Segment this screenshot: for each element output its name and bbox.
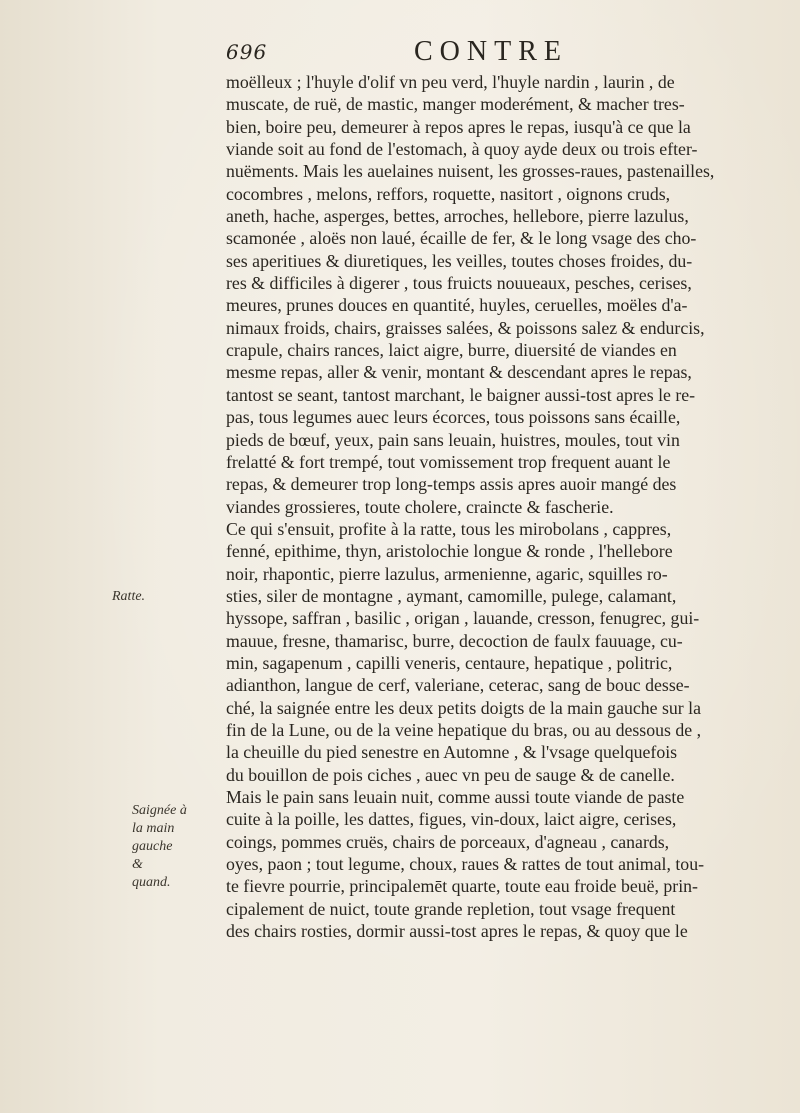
text-line: viandes grossieres, toute cholere, craincte & fascherie. <box>226 496 614 517</box>
text-line: sties, siler de montagne , aymant, camomille, pulege, calamant, <box>226 585 677 606</box>
margin-note-line: la main <box>132 821 175 836</box>
margin-note-line: gauche <box>132 839 173 854</box>
text-line: fin de la Lune, ou de la veine hepatique du bras, ou au dessous de , <box>226 719 702 740</box>
page-number: 696 <box>226 40 268 64</box>
margin-note-line: Saignée à <box>132 803 187 818</box>
text-line: frelatté & fort trempé, tout vomissement trop frequent auant le <box>226 451 671 472</box>
text-line: pieds de bœuf, yeux, pain sans leuain, huistres, moules, tout vin <box>226 429 680 450</box>
text-line: Mais le pain sans leuain nuit, comme aussi toute viande de paste <box>226 787 685 807</box>
margin-note-line: quand. <box>132 875 171 890</box>
text-line: scamonée , aloës non laué, écaille de fer, & le long vsage des cho- <box>226 228 697 249</box>
text-line: mesme repas, aller & venir, montant & descendant apres le repas, <box>226 362 692 383</box>
text-line: bien, boire peu, demeurer à repos apres le repas, iusqu'à ce que la <box>226 116 691 137</box>
running-head: CONTRE <box>414 36 568 67</box>
text-line: repas, & demeurer trop long-temps assis apres auoir mangé des <box>226 474 677 495</box>
text-line: pas, tous legumes auec leurs écorces, tous poissons sans écaille, <box>226 407 681 428</box>
text-line: adianthon, langue de cerf, valeriane, ceterac, sang de bouc desse- <box>226 675 690 696</box>
text-line: nimaux froids, chairs, graisses salées, & poissons salez & endurcis, <box>226 317 705 338</box>
text-line: mauue, fresne, thamarisc, burre, decoction de faulx fauuage, cu- <box>226 630 683 651</box>
text-line: min, sagapenum , capilli veneris, centaure, hepatique , politric, <box>226 652 673 673</box>
text-line: hyssope, saffran , basilic , origan , lauande, cresson, fenugrec, gui- <box>226 608 700 629</box>
text-line: fenné, epithime, thyn, aristolochie longue & ronde , l'hellebore <box>226 541 673 562</box>
text-line: noir, rhapontic, pierre lazulus, armenienne, agaric, squilles ro- <box>226 563 668 584</box>
text-line: oyes, paon ; tout legume, choux, raues & rattes de tout animal, tou- <box>226 854 705 875</box>
text-line: nuëments. Mais les auelaines nuisent, les grosses-raues, pastenailles, <box>226 161 715 182</box>
text-line: la cheuille du pied senestre en Automne , & l'vsage quelquefois <box>226 742 678 763</box>
text-line: crapule, chairs rances, laict aigre, burre, diuersité de viandes en <box>226 340 677 361</box>
text-line: muscate, de ruë, de mastic, manger moderément, & macher tres- <box>226 94 685 115</box>
text-line: res & difficiles à digerer , tous fruicts nouueaux, pesches, cerises, <box>226 273 692 294</box>
margin-note-saignee <box>132 802 212 892</box>
text-line: Ce qui s'ensuit, profite à la ratte, tous les mirobolans , cappres, <box>226 518 672 539</box>
text-line: des chairs rosties, dormir aussi-tost apres le repas, & quoy que le <box>226 921 688 942</box>
page-header <box>226 36 746 70</box>
margin-note-line: & <box>132 857 143 872</box>
text-line: te fievre pourrie, principalemēt quarte, toute eau froide beuë, prin- <box>226 876 698 897</box>
text-line: aneth, hache, asperges, bettes, arroches, hellebore, pierre lazulus, <box>226 206 689 227</box>
text-line: ché, la saignée entre les deux petits doigts de la main gauche sur la <box>226 697 701 718</box>
body-text <box>226 71 772 942</box>
text-line: cocombres , melons, reffors, roquette, nasitort , oignons cruds, <box>226 183 671 204</box>
margin-note-ratte: Ratte. <box>112 589 146 604</box>
text-line: cuite à la poille, les dattes, figues, vin-doux, laict aigre, cerises, <box>226 809 677 830</box>
text-line: coings, pommes cruës, chairs de porceaux, d'agneau , canards, <box>226 831 670 852</box>
text-line: moëlleux ; l'huyle d'olif vn peu verd, l'huyle nardin , laurin , de <box>226 72 675 92</box>
text-line: viande soit au fond de l'estomach, à quoy ayde deux ou trois efter- <box>226 139 698 160</box>
text-line: du bouillon de pois ciches , auec vn peu de sauge & de canelle. <box>226 764 675 785</box>
text-line: tantost se seant, tantost marchant, le baigner aussi-tost apres le re- <box>226 384 696 405</box>
text-line: ses aperitiues & diuretiques, les veilles, toutes choses froides, du- <box>226 250 693 271</box>
text-line: cipalement de nuict, toute grande repletion, tout vsage frequent <box>226 898 676 919</box>
text-line: meures, prunes douces en quantité, huyles, ceruelles, moëles d'a- <box>226 295 688 316</box>
